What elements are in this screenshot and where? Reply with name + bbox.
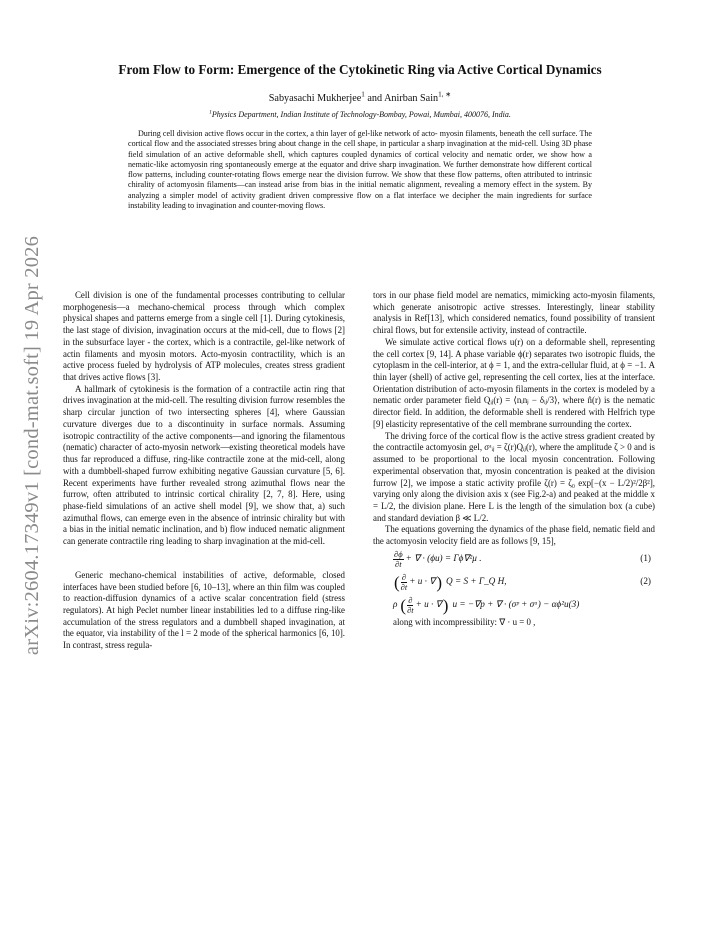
equation-note: along with incompressibility: ∇ · u = 0 , — [393, 616, 536, 627]
equation-prefix: ρ — [393, 599, 398, 610]
affiliation-text: Physics Department, Indian Institute of Technology-Bombay, Powai, Mumbai, 400076, India. — [211, 110, 511, 119]
equation-rhs: + ∇ · (ϕu) = Γϕ∇²μ . — [405, 553, 482, 564]
fraction-denominator: ∂t — [395, 558, 402, 569]
paper-title: From Flow to Form: Emergence of the Cytokinetic Ring via Active Cortical Dynamics — [118, 62, 602, 77]
paragraph: Cell division is one of the fundamental processes contributing to cellular morphogenesis—a mechano-chemical process through which complex physical shapes and patterns emerge from a single cell [1]. During cytokinesis, the last stage of division, invagination occurs at the mid-cell, due to flows [2] in the subsurface layer - the cortex, which is a contractile, gel-like network of actin filaments and myosin motors. Acto-myosin contractility, which is an active process fueled by hydrolysis of ATP molecules, creates stress gradient that drives active flows [3]. — [63, 290, 345, 383]
paragraph: We simulate active cortical flows u(r) on a deformable shell, representing the cell cortex [9, 14]. A phase variable ϕ(r) separates two isotropic fluids, the cytoplasm in the cell-interior, at ϕ = 1, and the extra-cellular fluid, at ϕ = −1. A thin layer (shell) of active gel, representing the cell cortex, lies at the interface. Orientation distribution of acto-myosin filaments in the cortex is modeled by a nematic order parameter field Qᵢⱼ(r) = ⟨nᵢnⱼ − δᵢⱼ/3⟩, where n̂(r) is the nematic director field. In addition, the deformable shell is rendered with Helfrich type [9] elasticity representative of the cell membrane surrounding the cortex. — [373, 336, 655, 429]
paragraph-gap — [63, 548, 345, 570]
affiliation-mark: 1 — [209, 109, 212, 116]
abstract: During cell division active flows occur in the cortex, a thin layer of gel-like network of acto- myosin filaments, beneath the cell surface. The cortical flow and the associated stresses bring about change in the cell shape, in particular a sharp invagination at the mid-cell. Using 3D phase field simulation of an active deformable shell, which captures coupled dynamics of cortical velocity and nematic order, we show how a nematic-like actomyosin ring spontaneously emerge at the equator and drive sharp invagination. We further demonstrate how different cortical flow patterns, including counter-rotating flows emerge near the division furrow. We show that these flow patterns, often attributed to intrinsic chirality of actomyosin filaments—can instead arise from bias in the initial nematic alignment, revealing a memory effect in the system. By analyzing a simpler model of activity gradient driven compressive flow on a flat interface we decipher the main ingredients for surface instability leading to invagination and counter-moving flows. — [128, 129, 592, 210]
paragraph: Generic mechano-chemical instabilities of active, deformable, closed interfaces have been studied before [6, 10–13], where an thin film was coupled to reaction-diffusion dynamics of a active scalar concentration field (stress regulators). At high Peclet number linear instabilities led to a diffuse ring-like accumulation of the stress regulators and a dumbbell shaped invagination, at the equator, via instability of the l = 2 mode of the spherical harmonics [6, 10]. In contrast, stress regula- — [63, 569, 345, 651]
author-name: Anirban Sain — [384, 93, 439, 104]
fraction-numerator: ∂ — [408, 594, 413, 605]
paragraph: tors in our phase field model are nematics, mimicking acto-myosin filaments, which generate anisotropic active stresses. Interestingly, linear stability analysis in Ref[13], which considered nematics, found possibility of transient chiral flows, but for extensile activity, instead of contractile. — [373, 290, 655, 336]
arxiv-side-stamp — [8, 210, 58, 680]
equation-number: (1) — [640, 553, 651, 564]
author-affiliation-mark: 1, ∗ — [438, 90, 452, 99]
paren-close: ) — [436, 572, 443, 592]
paren-open: ( — [394, 572, 400, 592]
equation-rhs: u = −∇p + ∇ · (σᵖ + σᵃ) − αϕ²u(3) — [452, 599, 580, 610]
author-name: Sabyasachi Mukherjee — [268, 93, 362, 104]
fraction-numerator: ∂ — [401, 571, 407, 582]
author-line — [0, 90, 720, 104]
paragraph: The equations governing the dynamics of the phase field, nematic field and the actomyosin velocity field are as follows [9, 15], — [373, 524, 655, 547]
fraction-numerator: ∂ϕ — [394, 548, 403, 559]
fraction-denominator: ∂t — [400, 581, 408, 592]
fraction — [401, 573, 408, 592]
paren-open: ( — [400, 595, 407, 615]
fraction — [407, 596, 414, 615]
equation-number: (2) — [640, 576, 651, 587]
equation-1 — [373, 548, 655, 571]
paren-close: ) — [442, 595, 449, 615]
fraction-denominator: ∂t — [407, 604, 414, 615]
affiliation — [0, 110, 720, 119]
equation-2 — [373, 571, 655, 594]
equation-inner: + u · ∇ — [415, 599, 442, 610]
author-affiliation-mark: 1 — [361, 90, 365, 99]
author-connector: and — [364, 93, 385, 104]
left-column — [63, 290, 345, 652]
arxiv-identifier: arXiv:2604.17349v1 [cond-mat.soft] 19 Apr 2026 — [21, 235, 44, 655]
equation-3 — [373, 594, 655, 617]
right-column — [373, 290, 655, 629]
equation-rhs: Q = S + Γ_Q H, — [446, 576, 507, 587]
fraction — [393, 550, 404, 569]
paragraph: The driving force of the cortical flow is the active stress gradient created by the contractile actomyosin gel, σᵃᵢⱼ = ζ(r)Qᵢⱼ(r), where the amplitude ζ > 0 and is assumed to be proportional to the local myosin concentration. Following experimental observation that, myosin concentration is peaked at the division furrow [2], we impose a static activity profile ζ(r) = ζ₀ exp[−(x − L/2)²/2β²], varying only along the division axis x (see Fig.2-a) and peaked at the middle x = L/2, the division plane. Here L is the length of the simulation box (a cube) and standard deviation β ≪ L/2. — [373, 430, 655, 523]
equation-inner: + u · ∇ — [409, 576, 436, 587]
paragraph: A hallmark of cytokinesis is the formation of a contractile actin ring that drives invagination at the mid-cell. The resulting division furrow resembles the sharp circular junction of two intersecting spheres [4], where Gaussian curvature diverges due to a discontinuity in surface normals. Assuming isotropic contractility of the active components—and ignoring the filamentous (nematic) character of acto-myosin network—existing theoretical models have thus far reproduced a diffuse, ring-like contractile zone at the mid-cell, along with a dumbbell-shaped furrow exhibiting negative Gaussian curvature [5, 6]. Recent experiments have further revealed strong azimuthal flows near the furrow, often attributed to intrinsic cortical chirality [2, 7, 8]. Here, using phase-field simulations of an active shell model [9], we show that, a) such azimuthal flows, can emerge even in the absence of intrinsic chirality but with a bias in the initial nematic inclination, and b) flow induced nematic alignment can generate contractile ring leading to sharp invagination at the mid-cell. — [63, 383, 345, 547]
